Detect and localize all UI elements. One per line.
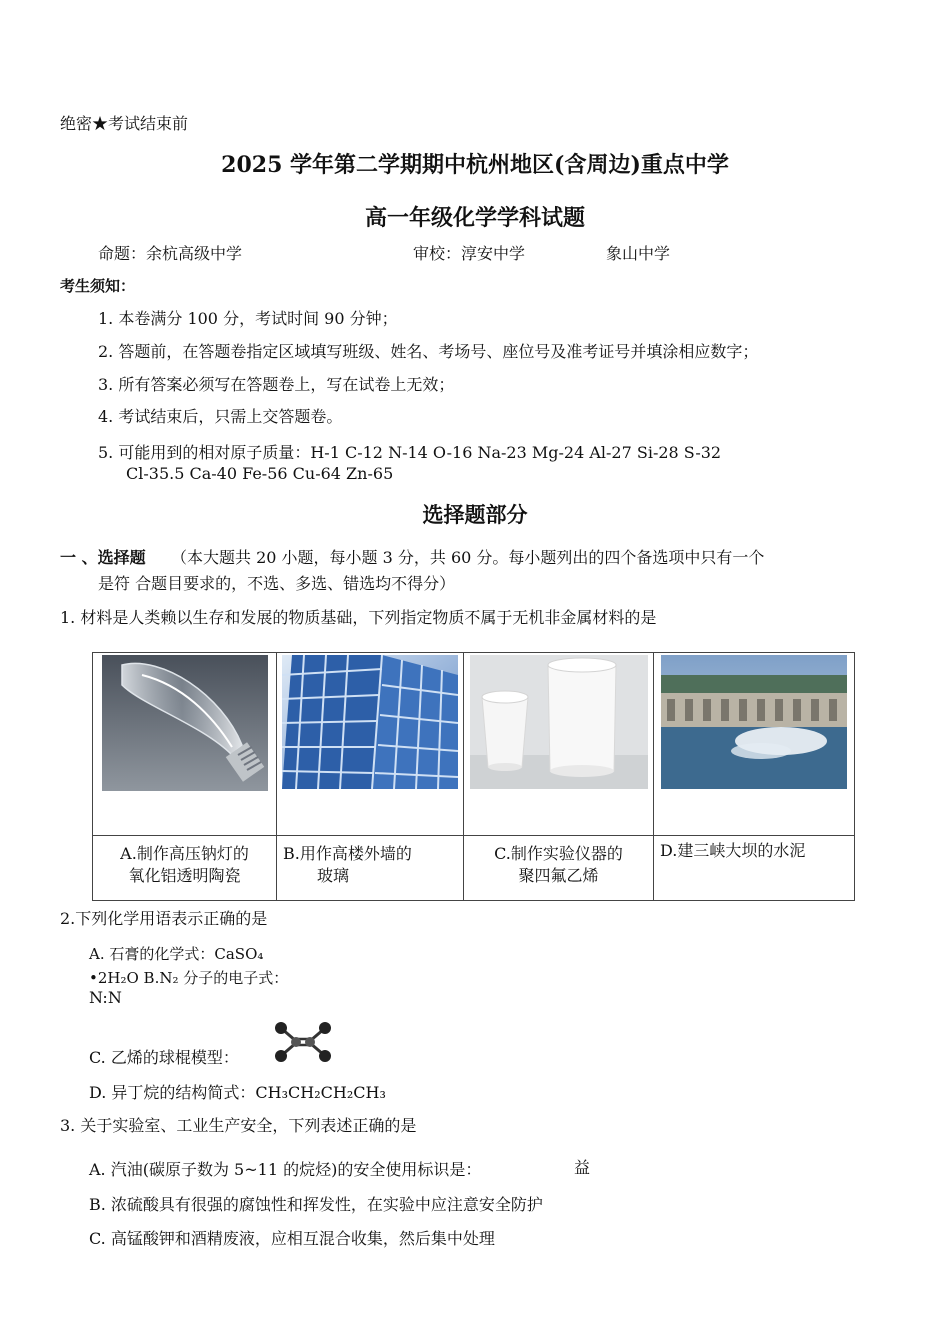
option-d-caption-line1: D.建三峡大坝的水泥 (660, 841, 806, 860)
option-b-caption (277, 836, 464, 901)
option-d-caption (654, 836, 855, 901)
option-b-caption-line2: 玻璃 (317, 866, 350, 885)
option-c-caption-line1: C.制作实验仪器的 (494, 844, 623, 863)
question-1-options-table (92, 652, 855, 901)
author-line: 命题：余杭高级中学 (98, 244, 243, 263)
flammable-symbol-label: 益 (574, 1158, 591, 1177)
question-2-option-a-cont: •2H₂O B.N₂ 分子的电子式： (89, 969, 289, 987)
exam-title: 2025 学年第二学期期中杭州地区(含周边)重点中学 (221, 152, 729, 178)
secret-label: 绝密★考试结束前 (60, 114, 189, 133)
question-2-stem: 2.下列化学用语表示正确的是 (60, 909, 268, 928)
notice-item: 2. 答题前，在答题卷指定区域填写班级、姓名、考场号、座位号及准考证号并填涂相应数字； (98, 342, 759, 361)
part-description-cont: 是符 合题目要求的，不选、多选、错选均不得分） (98, 574, 456, 593)
option-a-caption-line2: 氧化铝透明陶瓷 (128, 866, 241, 885)
option-c-image-cell (464, 653, 654, 836)
glass-building-image (282, 655, 458, 789)
question-2-option-d: D. 异丁烷的结构简式：CH₃CH₂CH₂CH₃ (89, 1083, 386, 1102)
option-a-caption-line1: A.制作高压钠灯的 (120, 844, 249, 863)
option-c-caption (464, 836, 654, 901)
question-1-stem: 1. 材料是人类赖以生存和发展的物质基础，下列指定物质不属于无机非金属材料的是 (60, 608, 657, 627)
question-3-stem: 3. 关于实验室、工业生产安全，下列表述正确的是 (60, 1116, 417, 1135)
section-title: 选择题部分 (422, 502, 528, 527)
notice-heading: 考生须知： (60, 277, 136, 295)
part-label: 一 、选择题 (60, 548, 146, 567)
question-2-electron-formula: N:N (89, 988, 122, 1007)
option-b-image-cell (277, 653, 464, 836)
question-3-option-c: C. 高锰酸钾和酒精废液，应相互混合收集，然后集中处理 (89, 1229, 495, 1248)
option-a-caption (93, 836, 277, 901)
exam-subtitle: 高一年级化学学科试题 (364, 205, 585, 231)
question-2-option-a: A. 石膏的化学式：CaSO₄ (89, 945, 264, 963)
option-a-image-cell (93, 653, 277, 836)
ptfe-beakers-image (470, 655, 648, 789)
notice-item: 5. 可能用到的相对原子质量：H-1 C-12 N-14 O-16 Na-23 Mg-24 Al-27 Si-28 S-32 (98, 443, 722, 462)
ethylene-ball-stick-model (272, 1021, 334, 1063)
reviewer-line-2: 象山中学 (606, 244, 671, 263)
option-c-caption-line2: 聚四氟乙烯 (518, 866, 599, 885)
question-2-option-c: C. 乙烯的球棍模型： (89, 1048, 239, 1067)
notice-item: 3. 所有答案必须写在答题卷上，写在试卷上无效； (98, 375, 455, 394)
reviewer-line: 审校：淳安中学 (413, 244, 526, 263)
part-description: （本大题共 20 小题，每小题 3 分，共 60 分。每小题列出的四个备选项中只有一个 (171, 548, 765, 567)
three-gorges-dam-image (661, 655, 847, 789)
notice-item: 4. 考试结束后，只需上交答题卷。 (98, 407, 343, 426)
question-3-option-a: A. 汽油(碳原子数为 5~11 的烷烃)的安全使用标识是： (89, 1160, 482, 1179)
notice-item-continuation: Cl-35.5 Ca-40 Fe-56 Cu-64 Zn-65 (126, 464, 394, 483)
option-d-image-cell (654, 653, 855, 836)
notice-item: 1. 本卷满分 100 分，考试时间 90 分钟； (98, 309, 398, 328)
lamp-image (102, 655, 268, 791)
option-b-caption-line1: B.用作高楼外墙的 (283, 844, 412, 863)
question-3-option-b: B. 浓硫酸具有很强的腐蚀性和挥发性，在实验中应注意安全防护 (89, 1195, 543, 1214)
